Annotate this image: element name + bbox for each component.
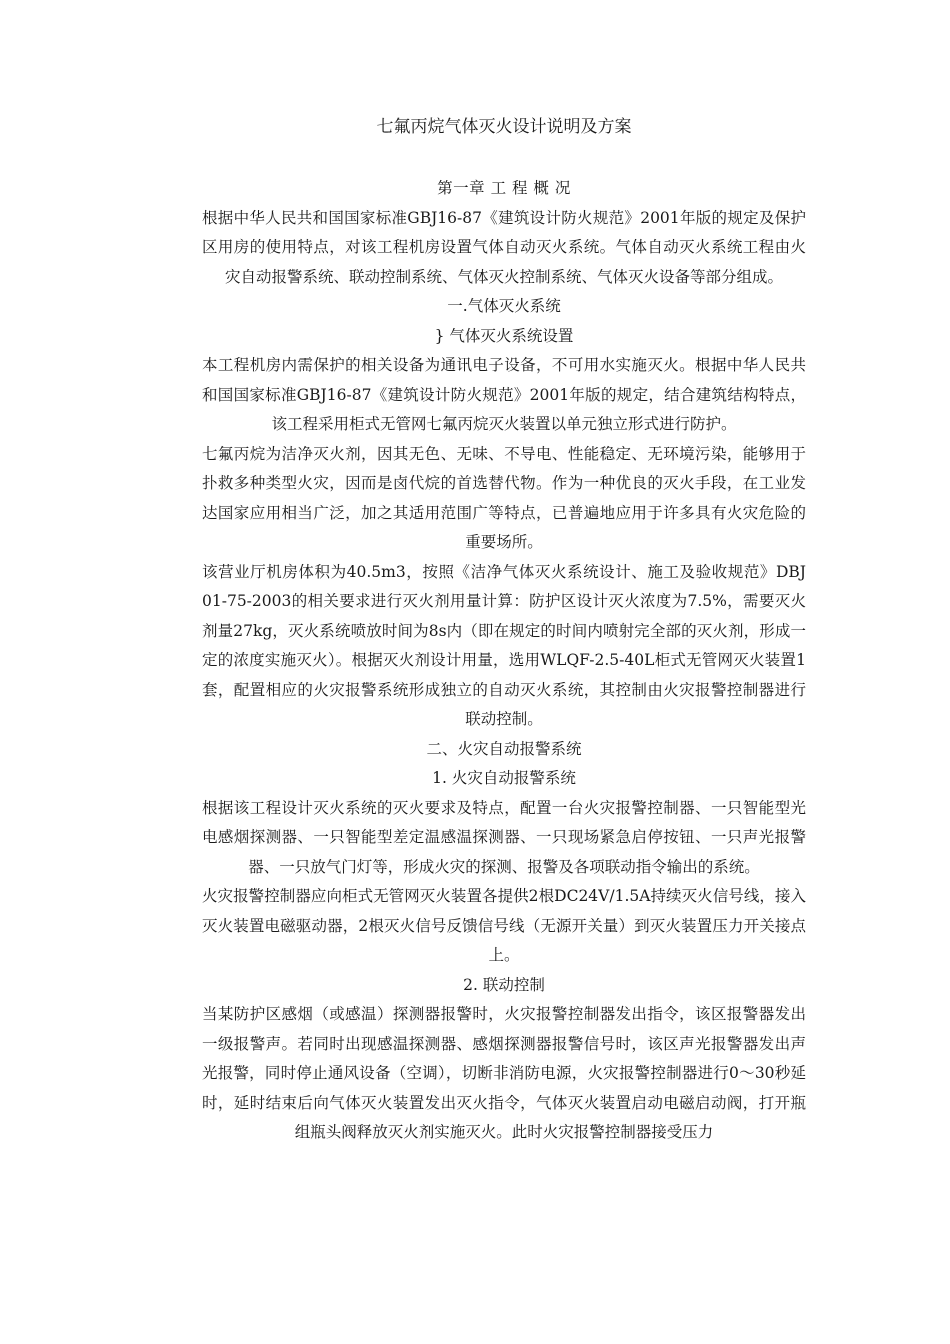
section1-heading: 一.气体灭火系统 [447, 297, 561, 315]
intro-paragraph: 根据中华人民共和国国家标准GBJ16-87《建筑设计防火规范》2001年版的规定及保护区用房的使用特点，对该工程机房设置气体自动灭火系统。气体自动灭火系统工程由火灾自动报警系统、联动控制系统、气体灭火控制系统、气体灭火设备等部分组成。 [202, 208, 806, 286]
section1-paragraph-1: 本工程机房内需保护的相关设备为通讯电子设备，不可用水实施灭火。根据中华人民共和国国家标准GBJ16-87《建筑设计防火规范》2001年版的规定，结合建筑结构特点，该工程采用柜式无管网七氟丙烷灭火装置以单元独立形式进行防护。 [202, 356, 806, 433]
document-page [202, 112, 806, 1148]
section2-heading: 二、火灾自动报警系统 [426, 739, 582, 758]
section2-sub2-paragraph-1: 当某防护区感烟（或感温）探测器报警时，火灾报警控制器发出指令，该区报警器发出一级报警声。若同时出现感温探测器、感烟探测器报警信号时，该区声光报警器发出声光报警，同时停止通风设备（空调），切断非消防电源，火灾报警控制器进行0～30秒延时，延时结束后向气体灭火装置发出灭火指令，气体灭火装置启动电磁启动阀，打开瓶组瓶头阀释放灭火剂实施灭火。此时火灾报警控制器接受压力 [202, 1005, 806, 1141]
chapter-heading: 第一章 工 程 概 况 [437, 179, 571, 197]
section1-sub-heading: } 气体灭火系统设置 [434, 326, 574, 345]
section1-paragraph-3: 该营业厅机房体积为40.5m3，按照《洁净气体灭火系统设计、施工及验收规范》DBJ 01-75-2003的相关要求进行灭火剂用量计算：防护区设计灭火浓度为7.5%，需要灭火剂量27kg，灭火系统喷放时间为8s内（即在规定的时间内喷射完全部的灭火剂，形成一定的浓度实施灭火）。根据灭火剂设计用量，选用WLQF-2.5-40L柜式无管网灭火装置1套，配置相应的火灾报警系统形成独立的自动灭火系统，其控制由火灾报警控制器进行联动控制。 [202, 562, 806, 728]
section2-sub1-paragraph-1: 根据该工程设计灭火系统的灭火要求及特点，配置一台火灾报警控制器、一只智能型光电感烟探测器、一只智能型差定温感温探测器、一只现场紧急启停按钮、一只声光报警器、一只放气门灯等，形成火灾的探测、报警及各项联动指令输出的系统。 [202, 798, 806, 876]
section1-paragraph-2: 七氟丙烷为洁净灭火剂，因其无色、无味、不导电、性能稳定、无环境污染，能够用于扑救多种类型火灾，因而是卤代烷的首选替代物。作为一种优良的灭火手段，在工业发达国家应用相当广泛，加之其适用范围广等特点，已普遍地应用于许多具有火灾危险的重要场所。 [202, 444, 806, 551]
section2-sub1-paragraph-2: 火灾报警控制器应向柜式无管网灭火装置各提供2根DC24V/1.5A持续灭火信号线，接入灭火装置电磁驱动器，2根灭火信号反馈信号线（无源开关量）到灭火装置压力开关接点上。 [202, 887, 806, 964]
section2-sub2-heading: 2. 联动控制 [463, 975, 545, 994]
section2-sub1-heading: 1. 火灾自动报警系统 [432, 769, 576, 787]
document-title: 七氟丙烷气体灭火设计说明及方案 [376, 117, 632, 137]
